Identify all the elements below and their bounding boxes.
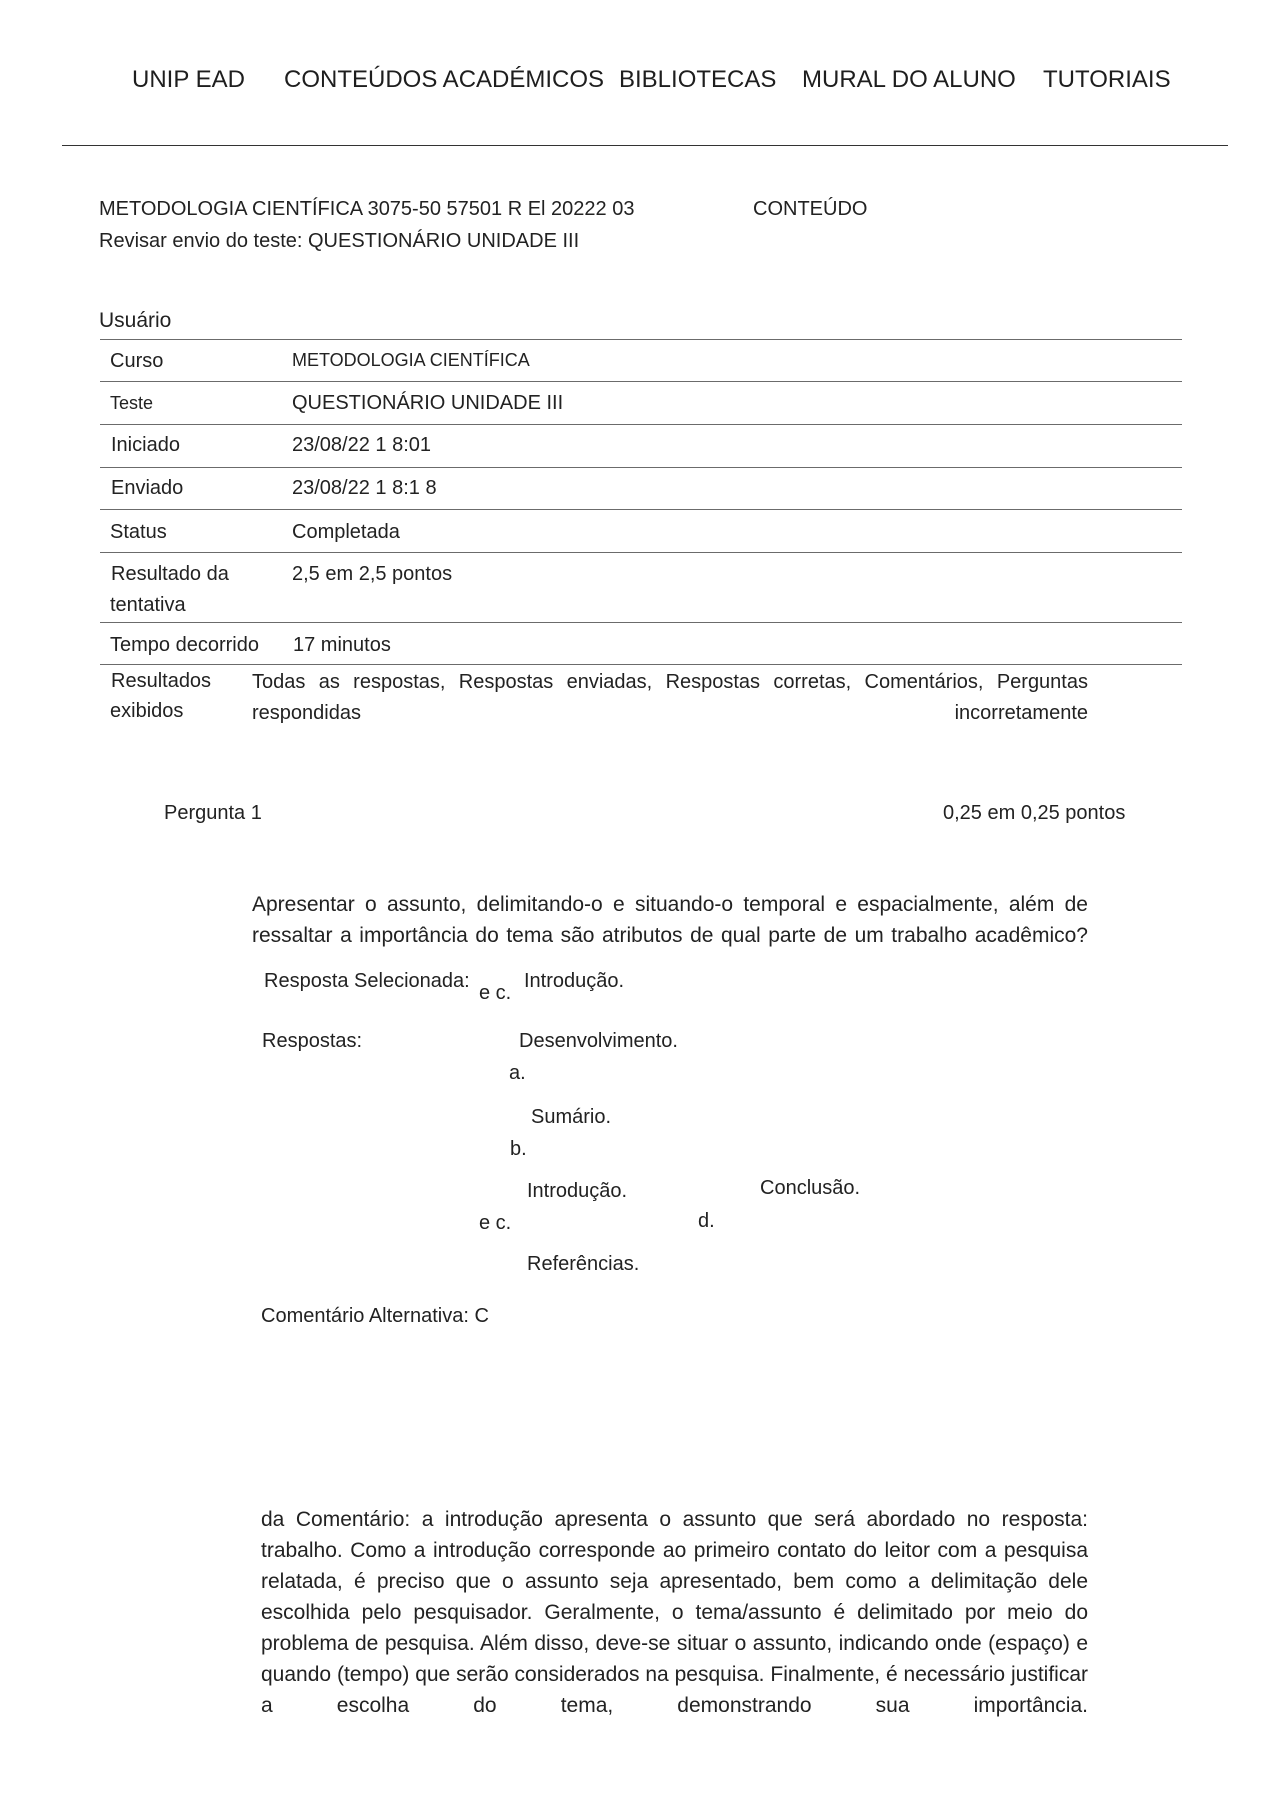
answer-c-letter: e c. xyxy=(479,1212,512,1234)
details-value-resultado: 2,5 em 2,5 pontos xyxy=(292,563,453,585)
course-code: METODOLOGIA CIENTÍFICA 3075-50 57501 R El 20222 03 xyxy=(99,198,635,220)
row-divider xyxy=(100,622,1182,623)
nav-item-unip-ead[interactable]: UNIP EAD xyxy=(132,66,245,93)
question-text: Apresentar o assunto, delimitando-o e situando-o temporal e espacialmente, além de ressaltar a importância do tema são atributos de qual parte de um trabalho acadêmico? xyxy=(252,893,1088,947)
selected-answer-letter: e c. xyxy=(479,982,512,1004)
question-score: 0,25 em 0,25 pontos xyxy=(943,802,1126,824)
comment-text: da Comentário: a introdução apresenta o assunto que será abordado no resposta: trabalho. Como a introdução corresponde ao primeiro contato do leitor com a pesquisa relatada, é preciso que o assunto seja apresentado, bem como a delimitação dele escolhida pelo pesquisador. Geralmente, o tema/assunto é delimitado por meio do problema de pesquisa. Além disso, deve-se situar o assunto, indicando onde (espaço) e quando (tempo) que serão considerados na pesquisa. Finalmente, é necessário justificar a escolha do tema, demonstrando sua importância. xyxy=(261,1508,1088,1717)
row-divider xyxy=(100,664,1182,665)
answer-d-letter: d. xyxy=(698,1210,715,1232)
nav-item-conteudos-academicos[interactable]: CONTEÚDOS ACADÉMICOS xyxy=(284,66,605,93)
details-label-resultado-line2: tentativa xyxy=(110,594,186,616)
question-title: Pergunta 1 xyxy=(164,802,262,824)
answer-b-letter: b. xyxy=(510,1138,527,1160)
details-value-teste: QUESTIONÁRIO UNIDADE III xyxy=(292,392,564,414)
details-label-curso: Curso xyxy=(110,350,164,372)
answer-e-text: Referências. xyxy=(527,1253,640,1275)
row-divider xyxy=(100,381,1182,382)
details-label-status: Status xyxy=(110,521,167,543)
row-divider xyxy=(100,552,1182,553)
details-value-resultados: Todas as respostas, Respostas enviadas, Respostas corretas, Comentários, Perguntas respondidas incorretamente xyxy=(252,671,1088,724)
details-value-iniciado: 23/08/22 1 8:01 xyxy=(292,434,432,456)
details-label-resultados-line1: Resultados xyxy=(111,670,212,692)
answer-d-text: Conclusão. xyxy=(760,1177,861,1199)
details-label-tempo: Tempo decorrido xyxy=(110,634,259,656)
details-label-resultado-line1: Resultado da xyxy=(111,563,229,585)
nav-item-mural-do-aluno[interactable]: MURAL DO ALUNO xyxy=(802,66,1016,93)
answer-a-letter: a. xyxy=(509,1062,526,1084)
row-divider xyxy=(100,424,1182,425)
details-label-iniciado: Iniciado xyxy=(111,434,180,456)
selected-answer-text: Introdução. xyxy=(524,970,625,992)
content-link[interactable]: CONTEÚDO xyxy=(753,198,868,220)
answer-b-text: Sumário. xyxy=(531,1106,612,1128)
comment-label: Comentário Alternativa: C xyxy=(261,1305,489,1327)
selected-answer-label: Resposta Selecionada: xyxy=(264,970,470,992)
row-divider xyxy=(100,509,1182,510)
answer-a-text: Desenvolvimento. xyxy=(519,1030,678,1052)
nav-item-bibliotecas[interactable]: BIBLIOTECAS xyxy=(619,66,777,93)
details-label-resultados-line2: exibidos xyxy=(110,700,184,722)
page-title: Revisar envio do teste: QUESTIONÁRIO UNIDADE III xyxy=(99,230,580,252)
nav-item-tutoriais[interactable]: TUTORIAIS xyxy=(1043,66,1171,93)
details-value-enviado: 23/08/22 1 8:1 8 xyxy=(292,477,437,499)
details-value-status: Completada xyxy=(292,521,400,543)
answer-c-text: Introdução. xyxy=(527,1180,628,1202)
details-value-tempo: 17 minutos xyxy=(293,634,391,656)
details-value-curso: METODOLOGIA CIENTÍFICA xyxy=(292,350,530,370)
nav-divider xyxy=(62,145,1228,146)
details-label-teste: Teste xyxy=(110,393,154,413)
details-label-enviado: Enviado xyxy=(111,477,184,499)
user-label: Usuário xyxy=(99,309,172,332)
row-divider xyxy=(100,339,1182,340)
row-divider xyxy=(100,467,1182,468)
answers-label: Respostas: xyxy=(262,1030,363,1052)
